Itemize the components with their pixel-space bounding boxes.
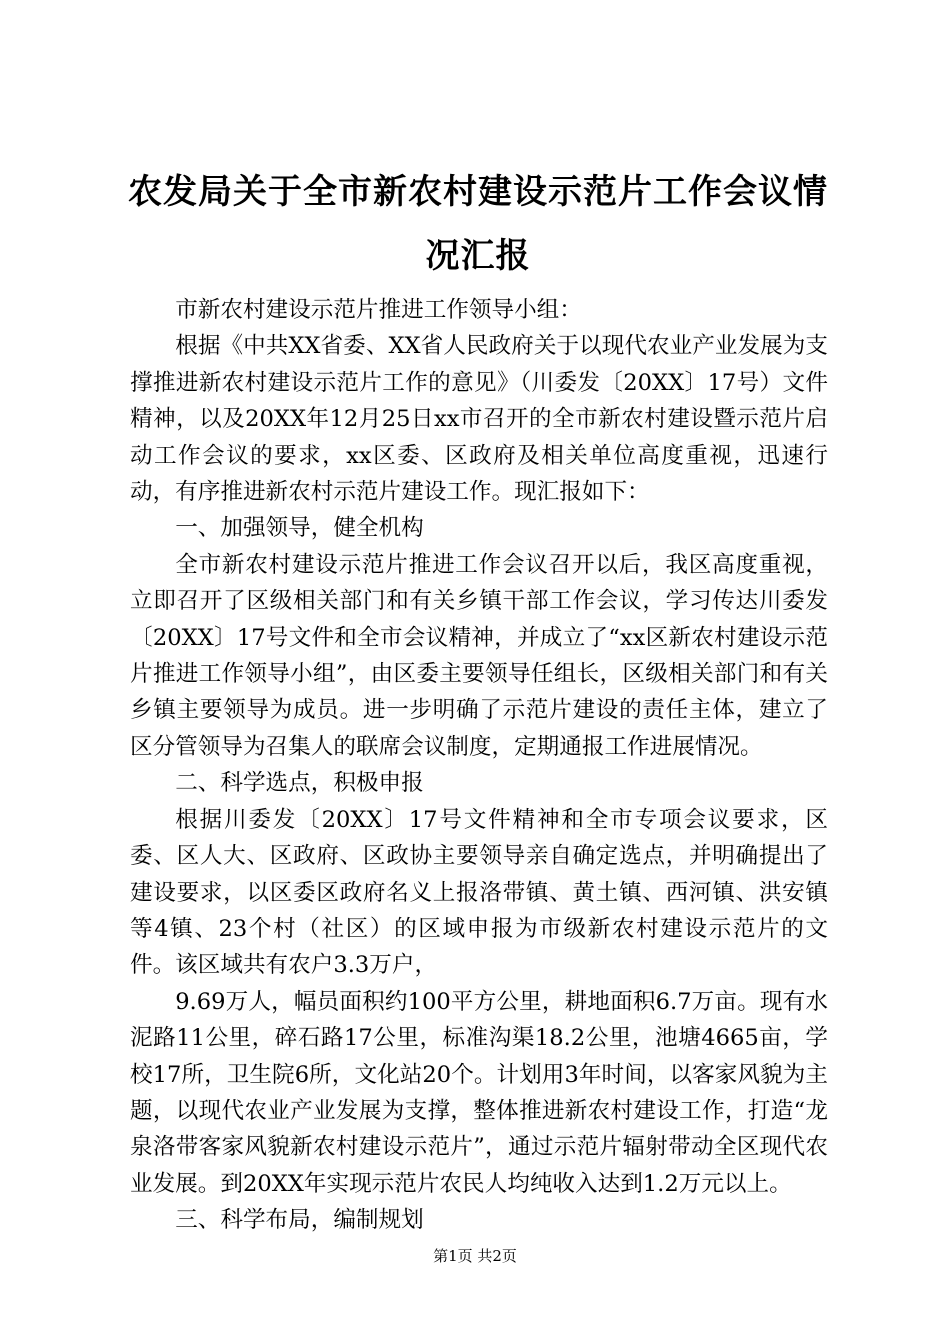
salutation: 市新农村建设示范片推进工作领导小组： — [175, 297, 582, 323]
page-number-footer: 第1页 共2页 — [433, 1247, 517, 1265]
section-heading-2: 二、科学选点，积极申报 — [175, 770, 424, 797]
document-body — [130, 292, 828, 1239]
document-title: 农发局关于全市新农村建设示范片工作会议情况汇报 — [128, 172, 828, 276]
section-1-paragraph: 全市新农村建设示范片推进工作会议召开以后，我区高度重视，立即召开了区级相关部门和有关乡镇干部工作会议，学习传达川委发〔20XX〕17号文件和全市会议精神，并成立了“xx区新农村建设示范片推进工作领导小组”，由区委主要领导任组长，区级相关部门和有关乡镇主要领导为成员。进一步明确了示范片建设的责任主体，建立了区分管领导为召集人的联席会议制度，定期通报工作进展情况。 — [130, 551, 828, 760]
section-heading-1: 一、加强领导，健全机构 — [175, 515, 424, 542]
section-2-paragraph-continued: 9.69万人，幅员面积约100平方公里，耕地面积6.7万亩。现有水泥路11公里，碎石路17公里，标准沟渠18.2公里，池塘4665亩，学校17所，卫生院6所，文化站20个。计划用3年时间，以客家风貌为主题，以现代农业产业发展为支撑，整体推进新农村建设工作，打造“龙泉洛带客家风貌新农村建设示范片”，通过示范片辐射带动全区现代农业发展。到20XX年实现示范片农民人均纯收入达到1.2万元以上。 — [130, 988, 828, 1197]
intro-paragraph: 根据《中共XX省委、XX省人民政府关于以现代农业产业发展为支撑推进新农村建设示范片工作的意见》（川委发〔20XX〕17号）文件精神，以及20XX年12月25日xx市召开的全市新农村建设暨示范片启动工作会议的要求，xx区委、区政府及相关单位高度重视，迅速行动，有序推进新农村示范片建设工作。现汇报如下： — [130, 333, 828, 506]
section-heading-3: 三、科学布局，编制规划 — [175, 1207, 424, 1234]
section-2-paragraph: 根据川委发〔20XX〕17号文件精神和全市专项会议要求，区委、区人大、区政府、区政协主要领导亲自确定选点，并明确提出了建设要求，以区委区政府名义上报洛带镇、黄土镇、西河镇、洪安镇等4镇、23个村（社区）的区域申报为市级新农村建设示范片的文件。该区域共有农户3.3万户， — [130, 806, 828, 979]
